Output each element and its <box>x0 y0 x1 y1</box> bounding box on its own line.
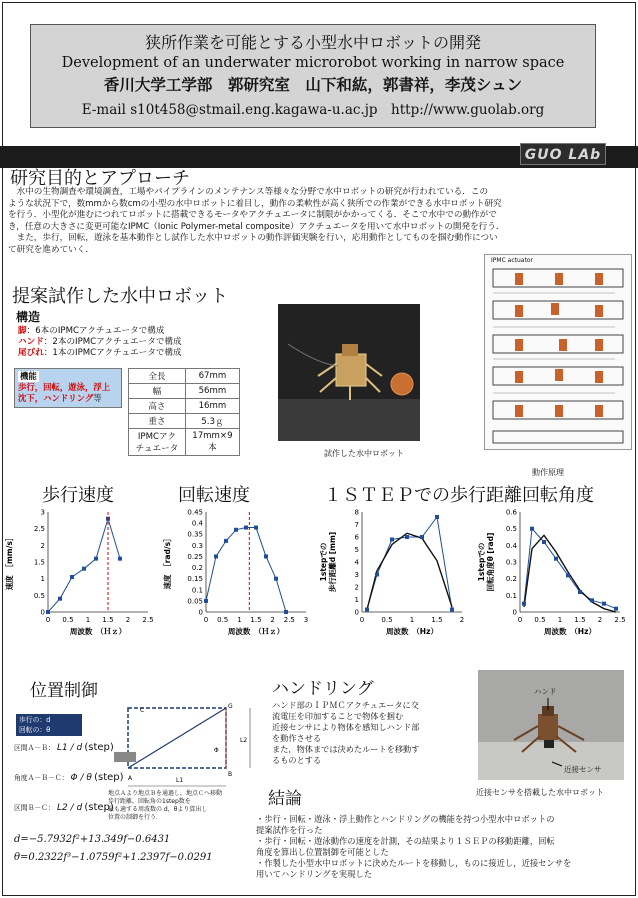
y-tick-label: 0.2 <box>505 575 517 584</box>
label-l2: L2 <box>240 737 248 744</box>
fit-curve <box>367 533 452 609</box>
x-tick-label: 3 <box>303 616 309 624</box>
x-tick-label: 0 <box>359 616 365 624</box>
y-tick-label: 0.6 <box>505 508 517 517</box>
data-point <box>224 539 228 543</box>
y-tick-label: 0 <box>512 608 517 617</box>
y-tick-label: 0.1 <box>191 586 203 595</box>
y-axis-label: 速度 ［mm/s］ <box>5 533 14 591</box>
x-tick-label: 0.5 <box>534 616 546 624</box>
y-tick-label: 2 <box>40 541 45 550</box>
interval-angle: 角度Ａ－Ｂ－Ｃ： Φ / θ (step) <box>14 772 124 783</box>
data-point <box>435 515 439 519</box>
spec-key: 重さ <box>129 414 186 429</box>
x-tick-label: 0.5 <box>381 616 393 624</box>
structure-item-tail: 尾びれ：1本のIPMCアクチュエータで構成 <box>18 348 182 358</box>
data-point <box>375 573 379 577</box>
point-a: A <box>128 775 133 782</box>
conclusion-list <box>256 814 634 880</box>
x-axis-label: 周波数 （Ｈｚ） <box>227 627 285 636</box>
x-tick-label: 0.5 <box>217 616 229 624</box>
data-point <box>46 610 50 614</box>
step-distance-chart <box>316 506 476 644</box>
handling-photo-caption: 近接センサを搭載した水中ロボット <box>476 788 604 797</box>
step-angle-chart <box>474 506 634 644</box>
data-point <box>58 597 62 601</box>
conclusion-item: ・ 歩行・回転・遊泳・浮上動作とハンドリングの機能を持つ小型水中ロボットの 提案試作を行った <box>256 814 634 836</box>
data-point <box>234 528 238 532</box>
function-heading: 機能 <box>20 371 37 381</box>
path-diagram <box>110 700 260 792</box>
spec-value: 5.3ｇ <box>185 414 239 429</box>
data-point <box>390 538 394 542</box>
title-en: Development of an underwater microrobot working in narrow space <box>61 55 565 71</box>
data-point <box>522 602 526 606</box>
structure-item-leg: 脚：6本のIPMCアクチュエータで構成 <box>18 326 165 336</box>
position-legend <box>16 714 82 736</box>
x-axis-label: 周波数 （Hz） <box>386 627 438 636</box>
data-point <box>578 590 582 594</box>
structure-heading: 構造 <box>16 310 41 324</box>
x-tick-label: 1 <box>409 616 415 624</box>
y-tick-label: 0.5 <box>505 525 517 534</box>
y-axis-label: 1stepでの歩行距離d [mm] <box>319 531 337 593</box>
interval-bc: 区間Ｂ－Ｃ： L2 / d (step) <box>14 802 114 813</box>
proposal-title: 提案試作した水中ロボット <box>12 286 228 307</box>
data-point <box>365 608 369 612</box>
x-axis-label: 周波数 （Hz） <box>544 627 596 636</box>
authors: 香川大学工学部 郭研究室 山下和紘，郭書祥，李茂シュン <box>103 76 523 94</box>
rotate-chart-title: 回転速度 <box>178 485 250 506</box>
interval-ab: 区間Ａ－Ｂ： L1 / d (step) <box>14 742 114 753</box>
y-tick-label: 0 <box>40 608 45 617</box>
x-tick-label: 2.5 <box>142 616 154 624</box>
y-tick-label: 3 <box>354 571 359 579</box>
data-point <box>602 602 606 606</box>
spec-value: 67mm <box>185 369 239 384</box>
y-tick-label: 0.05 <box>187 597 203 606</box>
x-tick-label: 1.5 <box>102 616 114 624</box>
legend-walk: 歩行の：d <box>19 716 51 724</box>
x-tick-label: 0 <box>203 616 209 624</box>
data-point <box>94 557 98 561</box>
legend-rotate: 回転の：θ <box>19 726 51 734</box>
data-point <box>204 599 208 603</box>
y-tick-label: 0.4 <box>191 519 203 528</box>
rotate-speed-chart <box>160 506 320 644</box>
position-title: 位置制御 <box>30 681 98 701</box>
data-point <box>70 575 74 579</box>
y-axis-label: 速度 ［rad/s］ <box>163 534 172 590</box>
data-point <box>542 540 546 544</box>
data-point <box>554 557 558 561</box>
robot-photo-caption: 試作した水中ロボット <box>324 449 404 458</box>
x-tick-label: 0 <box>45 616 51 624</box>
spec-key: 幅 <box>129 384 186 399</box>
y-tick-label: 1.5 <box>33 558 45 567</box>
structure-list <box>18 326 182 359</box>
x-tick-label: 1.5 <box>431 616 443 624</box>
handling-title: ハンドリング <box>272 679 374 699</box>
y-tick-label: 2.5 <box>33 525 45 534</box>
y-tick-label: 0.4 <box>505 541 517 550</box>
point-c: C <box>140 707 145 714</box>
actuation-diagram-svg <box>485 255 633 451</box>
data-point <box>590 598 594 602</box>
research-text: 水中の生物調査や環境調査，工場やパイプラインのメンテナンス等様々な分野で水中ロボットの研究が行われている．この ような状況下で，数mmから数cmの小型の水中ロボットに着目し，動作の柔軟性が高く狭所での作業ができる水中ロボット研究 を行う．小型化が進むにつれてロボットに搭載できるモータやアクチュエータに制限がかかってくる．そこで水中での動作がで き，任意の大きさに変更可能なIPMC（Ionic Polymer-metal composite）アクチュエータを用いて水中ロボットの開発を行う． また，歩行，回転，遊泳を基本動作とし試作した水中ロボットの動作評価実験を行い，応用動作としてものを掴む動作につい て研究を進めていく. <box>8 187 505 255</box>
equation-angle: θ=0.2322f³−1.0759f²+1.2397f−0.0291 <box>14 852 213 863</box>
x-tick-label: 1 <box>237 616 242 624</box>
spec-key: 高さ <box>129 399 186 414</box>
function-text: 歩行，回転，遊泳，浮上 沈下，ハンドリング <box>18 382 111 403</box>
y-tick-label: 6 <box>354 533 359 542</box>
spec-row <box>129 414 240 429</box>
y-tick-label: 0.35 <box>187 530 203 539</box>
data-point <box>405 535 409 539</box>
y-tick-label: 0.1 <box>505 591 517 600</box>
x-axis-label: 周波数 （Ｈｚ） <box>69 627 127 636</box>
photo-label-sensor: 近接センサ <box>564 765 602 774</box>
series-line <box>524 529 616 609</box>
x-tick-label: 2 <box>270 616 275 624</box>
lab-logo: GUO LAb <box>520 143 606 165</box>
data-point <box>254 526 258 530</box>
walk-speed-chart <box>2 506 162 644</box>
y-tick-label: 8 <box>354 508 359 517</box>
data-point <box>274 577 278 581</box>
y-tick-label: 5 <box>354 546 359 554</box>
position-note: 地点Ａより地点Ｂを通過し，地点Ｃへ移動 歩行距離，回転角の1step数を 最も適する周波数の d，θより算出し 位置の制御を行う． <box>108 790 223 821</box>
function-box <box>14 368 122 408</box>
spec-key: 全長 <box>129 369 186 384</box>
conclusion-item: ・ 歩行・回転・遊泳動作の速度を計測，その結果より１ＳＥＰの移動距離，回転 角度を算出し位置制御を可能とした <box>256 836 634 858</box>
data-point <box>420 535 424 539</box>
y-tick-label: 0 <box>354 608 359 617</box>
spec-row <box>129 429 240 456</box>
diagram-caption: 動作原理 <box>532 468 564 477</box>
conclusion-item: ・ 作製した小型水中ロボットに決めたルートを移動し，ものに接近し，近接センサを 用いてハンドリングを実現した <box>256 858 634 880</box>
x-tick-label: 2.5 <box>614 616 626 624</box>
x-tick-label: 1.5 <box>574 616 586 624</box>
data-point <box>566 573 570 577</box>
y-tick-label: 2 <box>354 583 359 592</box>
series-line <box>206 528 286 612</box>
data-point <box>264 554 268 558</box>
y-tick-label: 7 <box>354 521 359 529</box>
y-tick-label: 0.3 <box>505 558 517 567</box>
data-point <box>244 526 248 530</box>
research-title: 研究目的とアプローチ <box>10 168 190 189</box>
equation-distance: d=−5.7932f²+13.349f−0.6431 <box>14 834 171 845</box>
contact: E-mail s10t458@stmail.eng.kagawa-u.ac.jp http://www.guolab.org <box>81 102 545 118</box>
y-tick-label: 0.45 <box>187 508 203 517</box>
handling-photo <box>478 670 624 780</box>
photo-label-hand: ハンド <box>534 687 557 696</box>
x-tick-label: 2.5 <box>283 616 295 624</box>
data-point <box>614 607 618 611</box>
data-point <box>82 567 86 571</box>
spec-table <box>128 368 240 456</box>
x-tick-label: 2 <box>597 616 603 624</box>
y-tick-label: 1 <box>40 575 45 584</box>
data-point <box>284 610 288 614</box>
x-tick-label: 1.5 <box>250 616 262 624</box>
x-tick-label: 2 <box>459 616 465 624</box>
y-tick-label: 1 <box>354 596 359 604</box>
y-tick-label: 4 <box>354 558 359 567</box>
structure-item-hand: ハンド：2本のIPMCアクチュエータで構成 <box>18 337 182 347</box>
actuation-diagram <box>484 254 632 450</box>
spec-row <box>129 369 240 384</box>
robot-photo <box>278 304 420 441</box>
y-tick-label: 0.5 <box>33 591 45 600</box>
spec-value: 17mm×9 本 <box>185 429 239 456</box>
data-point <box>530 527 534 531</box>
label-phi: Φ <box>214 747 219 754</box>
step-chart-title: １ＳＴＥＰでの歩行距離回転角度 <box>324 485 594 506</box>
x-tick-label: 0 <box>517 616 523 624</box>
title-block <box>30 24 596 128</box>
y-tick-label: 3 <box>40 508 45 517</box>
ipmc-label: IPMC actuator <box>491 257 533 264</box>
conclusion-title: 結論 <box>268 789 302 809</box>
y-tick-label: 0.25 <box>187 552 203 561</box>
robot-illustration <box>278 304 420 441</box>
data-point <box>450 608 454 612</box>
spec-row <box>129 384 240 399</box>
spec-key: IPMCアク チュエータ <box>129 429 186 456</box>
y-axis-label: 1stepでの回転角度θ [rad] <box>477 532 495 592</box>
label-l1: L1 <box>176 777 184 784</box>
point-b: B <box>228 771 233 778</box>
data-point <box>118 557 122 561</box>
spec-row <box>129 399 240 414</box>
spec-value: 56mm <box>185 384 239 399</box>
spec-value: 16mm <box>185 399 239 414</box>
data-point <box>214 554 218 558</box>
point-g: G <box>228 703 233 710</box>
y-tick-label: 0.15 <box>187 575 203 584</box>
y-tick-label: 0 <box>198 608 203 617</box>
function-suffix: 等 <box>93 393 102 403</box>
x-tick-label: 1 <box>557 616 563 624</box>
y-tick-label: 0.3 <box>191 541 203 550</box>
walk-chart-title: 歩行速度 <box>42 485 114 506</box>
handling-text: ハンド部のＩＰＭＣアクチュエータに交 流電圧を印加することで物体を掴む 近接センサにより物体を感知しハンド部 を動作させる また，物体までは決めたルートを移動す るものとする <box>272 700 420 765</box>
x-tick-label: 0.5 <box>62 616 74 624</box>
series-line <box>367 517 452 610</box>
title-jp: 狭所作業を可能とする小型水中ロボットの開発 <box>144 33 481 52</box>
x-tick-label: 1 <box>85 616 91 624</box>
x-tick-label: 2 <box>125 616 131 624</box>
y-tick-label: 0.2 <box>191 564 203 573</box>
